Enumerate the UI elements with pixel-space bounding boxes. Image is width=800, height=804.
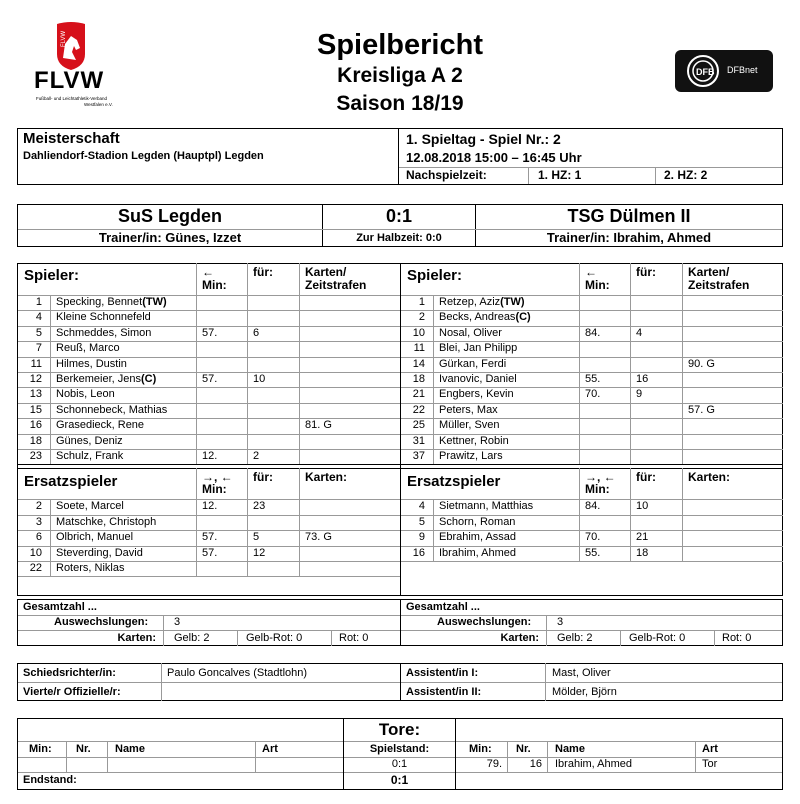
player-name: Specking, Bennet [56, 296, 143, 308]
player-sub-minute: 70. [585, 388, 601, 401]
away-goal-art-header: Art [702, 743, 718, 755]
player-sub-minute: 55. [585, 373, 601, 385]
home-yellowred-count: Gelb-Rot: 0 [246, 632, 303, 644]
home-substitutions-count: 3 [174, 616, 181, 628]
away-goal-min-header: Min: [469, 743, 492, 755]
home-min-arrow: ← [202, 265, 214, 279]
extra-time-label: Nachspielzeit: [406, 168, 487, 182]
player-name: Schulz, Frank [56, 450, 124, 462]
matchday: 1. Spieltag - Spiel Nr.: 2 [406, 131, 561, 147]
player-name-cell [56, 326, 151, 341]
player-number: 1 [35, 296, 42, 308]
player-name: Berkemeier, Jens [56, 373, 141, 385]
player-name: Blei, Jan Philipp [439, 342, 518, 355]
player-name-cell [439, 357, 506, 372]
score-progress-value: 0:1 [391, 758, 408, 770]
player-name: Müller, Sven [439, 419, 500, 432]
home-red-count: Rot: 0 [339, 632, 369, 644]
player-number: 2 [418, 311, 425, 324]
home-goal-art-header: Art [262, 743, 278, 755]
sub-minute: 70. [585, 531, 601, 544]
player-name: Peters, Max [439, 403, 498, 416]
away-cards-header-1: Karten/ [688, 265, 730, 279]
player-card: 81. G [305, 419, 332, 432]
sub-minute: 55. [585, 546, 601, 559]
sub-number: 6 [35, 531, 42, 544]
home-subs-min-header: Min: [202, 482, 227, 497]
home-substitutions-label: Auswechslungen: [54, 616, 149, 628]
away-goal-nr-header: Nr. [516, 743, 531, 755]
player-number: 23 [29, 450, 42, 462]
player-name-cell [56, 434, 123, 449]
sub-number: 3 [35, 515, 42, 528]
player-name-cell [439, 434, 509, 449]
away-totals-label: Gesamtzahl ... [406, 601, 480, 613]
away-cards-label: Karten: [500, 632, 539, 644]
sub-card: 73. G [305, 531, 332, 544]
player-name: Reuß, Marco [56, 342, 120, 355]
player-name-cell [439, 326, 502, 341]
player-name: Grasedieck, Rene [56, 419, 145, 432]
player-name-cell [56, 387, 115, 402]
away-subs-fuer-header: für: [636, 470, 656, 485]
player-role-tag: (C) [515, 311, 531, 324]
away-coach: Trainer/in: Ibrahim, Ahmed [546, 230, 712, 245]
sub-minute: 57. [202, 531, 218, 544]
player-name-cell [56, 295, 167, 310]
sub-for: 10 [636, 500, 649, 513]
player-sub-for: 2 [253, 450, 260, 462]
player-name: Kleine Schonnefeld [56, 311, 151, 324]
score-progress-header: Spielstand: [369, 743, 430, 755]
sub-number: 10 [29, 546, 42, 559]
sub-number: 5 [418, 515, 425, 528]
away-subs-arrows: →, ← [585, 470, 616, 485]
away-goal-art: Tor [702, 758, 718, 770]
sub-name: Schorn, Roman [439, 515, 516, 528]
home-subs-header: Ersatzspieler [24, 473, 118, 491]
assistant1-label: Assistent/in I: [406, 667, 479, 679]
player-name-cell [439, 418, 500, 433]
player-number: 11 [413, 342, 425, 355]
sub-minute: 84. [585, 500, 601, 513]
svg-text:DFB: DFB [696, 67, 715, 77]
sub-minute: 12. [202, 500, 218, 513]
player-name-cell [56, 418, 144, 433]
home-subs-arrows: →, ← [202, 470, 233, 485]
home-team-name: SuS Legden [117, 206, 222, 226]
player-number: 5 [35, 326, 42, 339]
extra-time-first-half: 1. HZ: 1 [538, 168, 582, 182]
player-role-tag: (C) [140, 373, 157, 385]
final-score-value: 0:1 [390, 773, 409, 787]
player-name: Prawitz, Lars [439, 450, 503, 462]
player-name-cell [56, 310, 151, 325]
player-sub-minute: 57. [202, 326, 218, 339]
player-role-tag: (TW) [500, 296, 525, 308]
sub-name: Steverding, David [56, 546, 143, 559]
home-yellow-count: Gelb: 2 [174, 632, 210, 644]
home-goal-name-header: Name [115, 743, 145, 755]
sub-name: Roters, Niklas [56, 562, 125, 574]
player-name: Günes, Deniz [56, 434, 123, 447]
player-name: Schonnebeck, Mathias [56, 403, 168, 416]
player-name: Kettner, Robin [439, 434, 509, 447]
home-goal-nr-header: Nr. [76, 743, 91, 755]
player-sub-for: 9 [636, 388, 643, 401]
player-sub-for: 6 [253, 326, 260, 339]
assistant2-label: Assistent/in II: [406, 686, 482, 698]
halftime-score: Zur Halbzeit: 0:0 [356, 232, 442, 244]
player-name: Becks, Andreas [439, 311, 516, 324]
sub-number: 9 [418, 531, 425, 544]
player-card: 57. G [688, 403, 715, 416]
player-sub-for: 16 [636, 373, 649, 385]
away-cards-header-2: Zeitstrafen [688, 278, 750, 292]
away-goal-name-header: Name [555, 743, 585, 755]
player-name-cell [439, 295, 525, 310]
player-number: 15 [29, 403, 42, 416]
referee-label: Schiedsrichter/in: [23, 667, 116, 679]
away-substitutions-label: Auswechslungen: [437, 616, 532, 628]
away-subs-header: Ersatzspieler [407, 473, 501, 491]
home-coach: Trainer/in: Günes, Izzet [98, 230, 242, 245]
player-name: Nobis, Leon [56, 388, 115, 401]
flvw-logo [30, 22, 112, 122]
svg-text:FLVW: FLVW [61, 30, 67, 47]
player-number: 11 [30, 357, 42, 370]
sub-for: 21 [636, 531, 649, 544]
away-goal-nr: 16 [529, 758, 542, 770]
season: Saison 18/19 [336, 92, 464, 115]
sub-name: Olbrich, Manuel [56, 531, 134, 544]
player-name: Retzep, Aziz [439, 296, 501, 308]
sub-number: 22 [29, 562, 42, 574]
sub-for: 23 [253, 500, 266, 513]
sub-minute: 57. [202, 546, 218, 559]
player-sub-for: 4 [636, 326, 643, 339]
away-red-count: Rot: 0 [722, 632, 752, 644]
home-subs-fuer-header: für: [253, 470, 273, 485]
sub-for: 18 [636, 546, 649, 559]
player-name: Gürkan, Ferdi [439, 357, 507, 370]
sub-name: Sietmann, Matthias [439, 500, 534, 513]
player-name-cell [56, 341, 120, 356]
away-subs-cards-header: Karten: [688, 470, 731, 485]
away-min-header: Min: [585, 278, 610, 292]
dfbnet-logo-text: DFBnet [727, 65, 758, 75]
dfb-emblem-icon [683, 51, 723, 91]
player-number: 25 [412, 419, 425, 432]
player-name-cell [439, 310, 531, 325]
assistant2-name: Mölder, Björn [552, 686, 617, 698]
player-sub-for: 10 [253, 373, 266, 385]
player-name-cell [439, 403, 498, 418]
home-min-header: Min: [202, 278, 227, 292]
player-number: 13 [29, 388, 42, 401]
final-score: 0:1 [385, 206, 412, 226]
player-number: 1 [418, 296, 425, 308]
competition: Meisterschaft [23, 130, 120, 147]
player-name: Nosal, Oliver [439, 326, 502, 339]
player-number: 21 [412, 388, 425, 401]
player-name: Ivanovic, Daniel [439, 373, 517, 385]
player-name: Engbers, Kevin [439, 388, 514, 401]
away-goal-name: Ibrahim, Ahmed [555, 758, 633, 770]
player-name-cell [56, 357, 127, 372]
sub-name: Ebrahim, Assad [439, 531, 517, 544]
away-subs-min-header: Min: [585, 482, 610, 497]
player-number: 4 [35, 311, 42, 324]
flvw-logo-sub2: Westfalen e.V. [84, 102, 113, 107]
player-name-cell [439, 449, 503, 464]
home-cards-header-1: Karten/ [305, 265, 347, 279]
home-goal-min-header: Min: [29, 743, 52, 755]
player-name-cell [56, 449, 123, 464]
player-number: 16 [29, 419, 42, 432]
match-datetime: 12.08.2018 15:00 – 16:45 Uhr [406, 150, 582, 165]
player-name-cell [56, 403, 167, 418]
player-number: 7 [35, 342, 42, 355]
dfbnet-logo [675, 50, 773, 92]
away-goal-min: 79. [486, 758, 502, 770]
extra-time-second-half: 2. HZ: 2 [664, 168, 708, 182]
player-number: 37 [412, 450, 425, 462]
home-fuer-header: für: [253, 265, 273, 279]
sub-number: 4 [418, 500, 425, 513]
sub-name: Ibrahim, Ahmed [439, 546, 517, 559]
player-number: 10 [412, 326, 425, 339]
player-card: 90. G [688, 357, 715, 370]
player-name-cell [439, 341, 517, 356]
player-name-cell [56, 372, 156, 387]
player-name-cell [439, 372, 517, 387]
fourth-official-label: Vierte/r Offizielle/r: [23, 686, 121, 698]
flvw-logo-sub1: Fußball- und Leichtathletik-Verband [36, 96, 108, 101]
sub-for: 12 [253, 546, 266, 559]
home-totals-label: Gesamtzahl ... [23, 601, 97, 613]
sub-number: 16 [412, 546, 425, 559]
player-number: 18 [29, 434, 42, 447]
assistant1-name: Mast, Oliver [552, 667, 611, 679]
home-cards-header-2: Zeitstrafen [305, 278, 367, 292]
player-name: Hilmes, Dustin [56, 357, 127, 370]
player-number: 18 [412, 373, 425, 385]
away-yellow-count: Gelb: 2 [557, 632, 593, 644]
away-fuer-header: für: [636, 265, 656, 279]
player-role-tag: (TW) [142, 296, 167, 308]
home-subs-cards-header: Karten: [305, 470, 348, 485]
player-sub-minute: 84. [585, 326, 601, 339]
league-name: Kreisliga A 2 [337, 64, 463, 87]
sub-number: 2 [35, 500, 42, 513]
player-name: Schmeddes, Simon [56, 326, 152, 339]
player-name-cell [439, 387, 514, 402]
away-team-name: TSG Dülmen II [567, 206, 691, 226]
player-sub-minute: 57. [202, 373, 218, 385]
venue: Dahliendorf-Stadion Legden (Hauptpl) Legden [23, 150, 264, 162]
home-players-header: Spieler: [24, 267, 80, 284]
sub-name: Matschke, Christoph [56, 515, 157, 528]
sub-name: Soete, Marcel [56, 500, 124, 513]
goals-title: Tore: [378, 720, 421, 739]
final-score-label: Endstand: [23, 774, 77, 786]
player-number: 31 [412, 434, 425, 447]
away-min-arrow: ← [585, 265, 597, 279]
player-number: 22 [412, 403, 425, 416]
player-sub-minute: 12. [202, 450, 218, 462]
player-number: 12 [29, 373, 42, 385]
home-cards-label: Karten: [117, 632, 156, 644]
page-title: Spielbericht [317, 29, 483, 61]
sub-for: 5 [253, 531, 260, 544]
player-number: 14 [412, 357, 425, 370]
referee-name: Paulo Goncalves (Stadtlohn) [167, 667, 308, 679]
away-players-header: Spieler: [407, 267, 463, 284]
away-yellowred-count: Gelb-Rot: 0 [629, 632, 686, 644]
away-substitutions-count: 3 [557, 616, 564, 628]
flvw-logo-text: FLVW [34, 67, 105, 94]
